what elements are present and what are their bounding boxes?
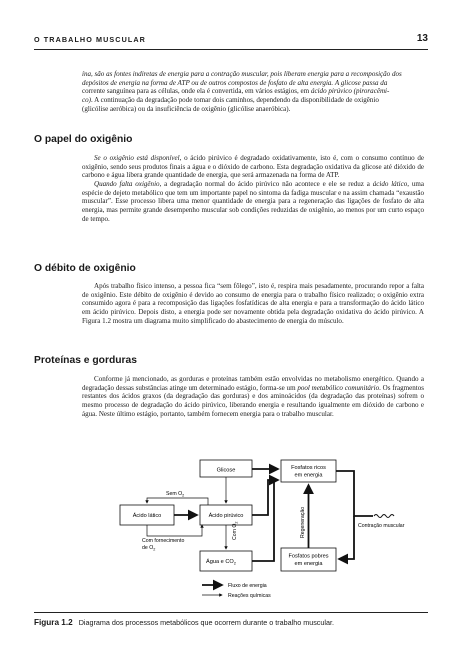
- label-acido-latico: Ácido lático: [132, 513, 162, 519]
- box-fosfatos-pobres: [281, 548, 336, 571]
- paragraph: Após trabalho físico intenso, a pessoa fica “sem fôlego”, isto é, respira mais pesadamente, procurando repor a falta de oxigênio. Este débito de oxigênio é devido ao consumo de energia para o trabalho físico realizado; o oxigênio extra consumido agora é para a recomposição das ligações fosfatídicas de alta energia e para a transformação do ácido lático em ácido pirúvico. Depois disto, a energia pode ser novamente obtida pela degradação oxidativa do ácido pirúvico. A Figura 1.2 mostra um diagrama muito simplificado do abastecimento de energia do músculo.: [82, 282, 424, 325]
- label-fosfatos-pobres-2: em energia: [294, 561, 323, 567]
- caption-text: Diagrama dos processos metabólicos que ocorrem durante o trabalho muscular.: [78, 618, 334, 627]
- label-agua-co2: Água e $CO_2$: [206, 559, 236, 566]
- paragraph: Conforme já mencionado, as gorduras e proteínas também estão envolvidas no metabolismo energético. Quando a degradação dessas substâncias atinge um determinado estágio, forma-se um pool metabólico comunitário. Os fragmentos restantes dos ácidos graxos (da degradação das gorduras) e dos aminoácidos (da degradação das proteínas) sofrem o mesmo processo de degradação do ácido pirúvico, liberando energia e resultando igualmente em dióxido de carbono e água. Neste último estágio, portanto, também fornecem energia para o trabalho muscular.: [82, 375, 424, 418]
- running-header: [34, 35, 428, 50]
- figure-caption: [34, 612, 428, 627]
- muscle-contraction-squiggle: [374, 515, 394, 518]
- metabolic-diagram: [118, 458, 418, 602]
- intro-line: depósitos de energia na forma de ATP ou de outros compostos de fosfato de alta energia. A glicose passa da: [82, 78, 388, 87]
- intro-line: ína, são as fontes indiretas de energia para a contração muscular, pois liberam energia para a recomposição dos: [82, 70, 402, 78]
- section-heading-debito: O débito de oxigênio: [34, 263, 136, 274]
- paragraph: Quando falta oxigênio, a degradação normal do ácido pirúvico não acontece e ele se reduz a ácido lático, uma espécie de dejeto metabólico que tem um importante papel no sintoma da fadiga muscular e na assim chamada “exaustão muscular”. Esse processo libera uma menor quantidade de energia para a regeneração das ligações de fosfato de alta energia, mas permite grande desempenho muscular sob condições reduzidas de oxigênio, ao menos por um curto espaço de tempo.: [82, 179, 425, 223]
- label-fosfatos-ricos-2: em energia: [294, 472, 323, 479]
- legend-reacoes: Reações químicas: [228, 593, 271, 599]
- intro-paragraph: [82, 70, 424, 113]
- label-glicose: Glicose: [216, 467, 236, 474]
- label-regeneracao: Regeneração: [300, 506, 306, 538]
- section-heading-oxigenio: O papel do oxigênio: [34, 134, 133, 145]
- label-contracao-muscular: Contração muscular: [358, 523, 405, 529]
- header-section-title: O TRABALHO MUSCULAR: [34, 35, 146, 44]
- legend-fluxo: Fluxo de energia: [228, 583, 267, 589]
- paragraph: Se o oxigênio está disponível, o ácido pirúvico é degradado oxidativamente, isto é, com o consumo contínuo de oxigênio, sendo seus produtos finais a água e o dióxido de carbono. Esta degradação oxidativa da glicose até dióxido de carbono e água libera grande quantidade de energia, que será armazenada na forma de ATP.: [82, 154, 424, 180]
- label-fosfatos-pobres-1: Fosfatos pobres: [288, 553, 329, 560]
- section-oxigenio-body: [82, 154, 424, 223]
- diagram-legend: [202, 583, 271, 599]
- caption-label: Figura 1.2: [34, 618, 73, 627]
- label-com-fornecimento-1: Com fornecimento: [142, 538, 185, 544]
- label-acido-piruvico: Ácido pirúvico: [208, 513, 244, 519]
- label-com-fornecimento-2: de $O_2$: [142, 545, 156, 552]
- label-sem-o2: Sem $O_2$: [166, 491, 185, 498]
- label-com-o2: Com $O_2$: [232, 521, 239, 540]
- section-proteinas-body: [82, 375, 424, 418]
- intro-line: co). A continuação da degradação pode tomar dois caminhos, dependendo da disponibilidade de oxigênio: [82, 95, 379, 104]
- page-number: 13: [416, 33, 428, 44]
- box-fosfatos-ricos: [281, 460, 336, 482]
- section-debito-body: [82, 282, 424, 325]
- intro-line: (glicólise aeróbica) ou da insuficiência de oxigênio (glicólise anaeróbica).: [82, 104, 291, 113]
- label-fosfatos-ricos-1: Fosfatos ricos: [291, 465, 326, 471]
- intro-line: corrente sanguínea para as células, onde ela é convertida, em vários estágios, em ácido pirúvico (piroracêmi-: [82, 87, 390, 96]
- section-heading-proteinas: Proteínas e gorduras: [34, 355, 137, 366]
